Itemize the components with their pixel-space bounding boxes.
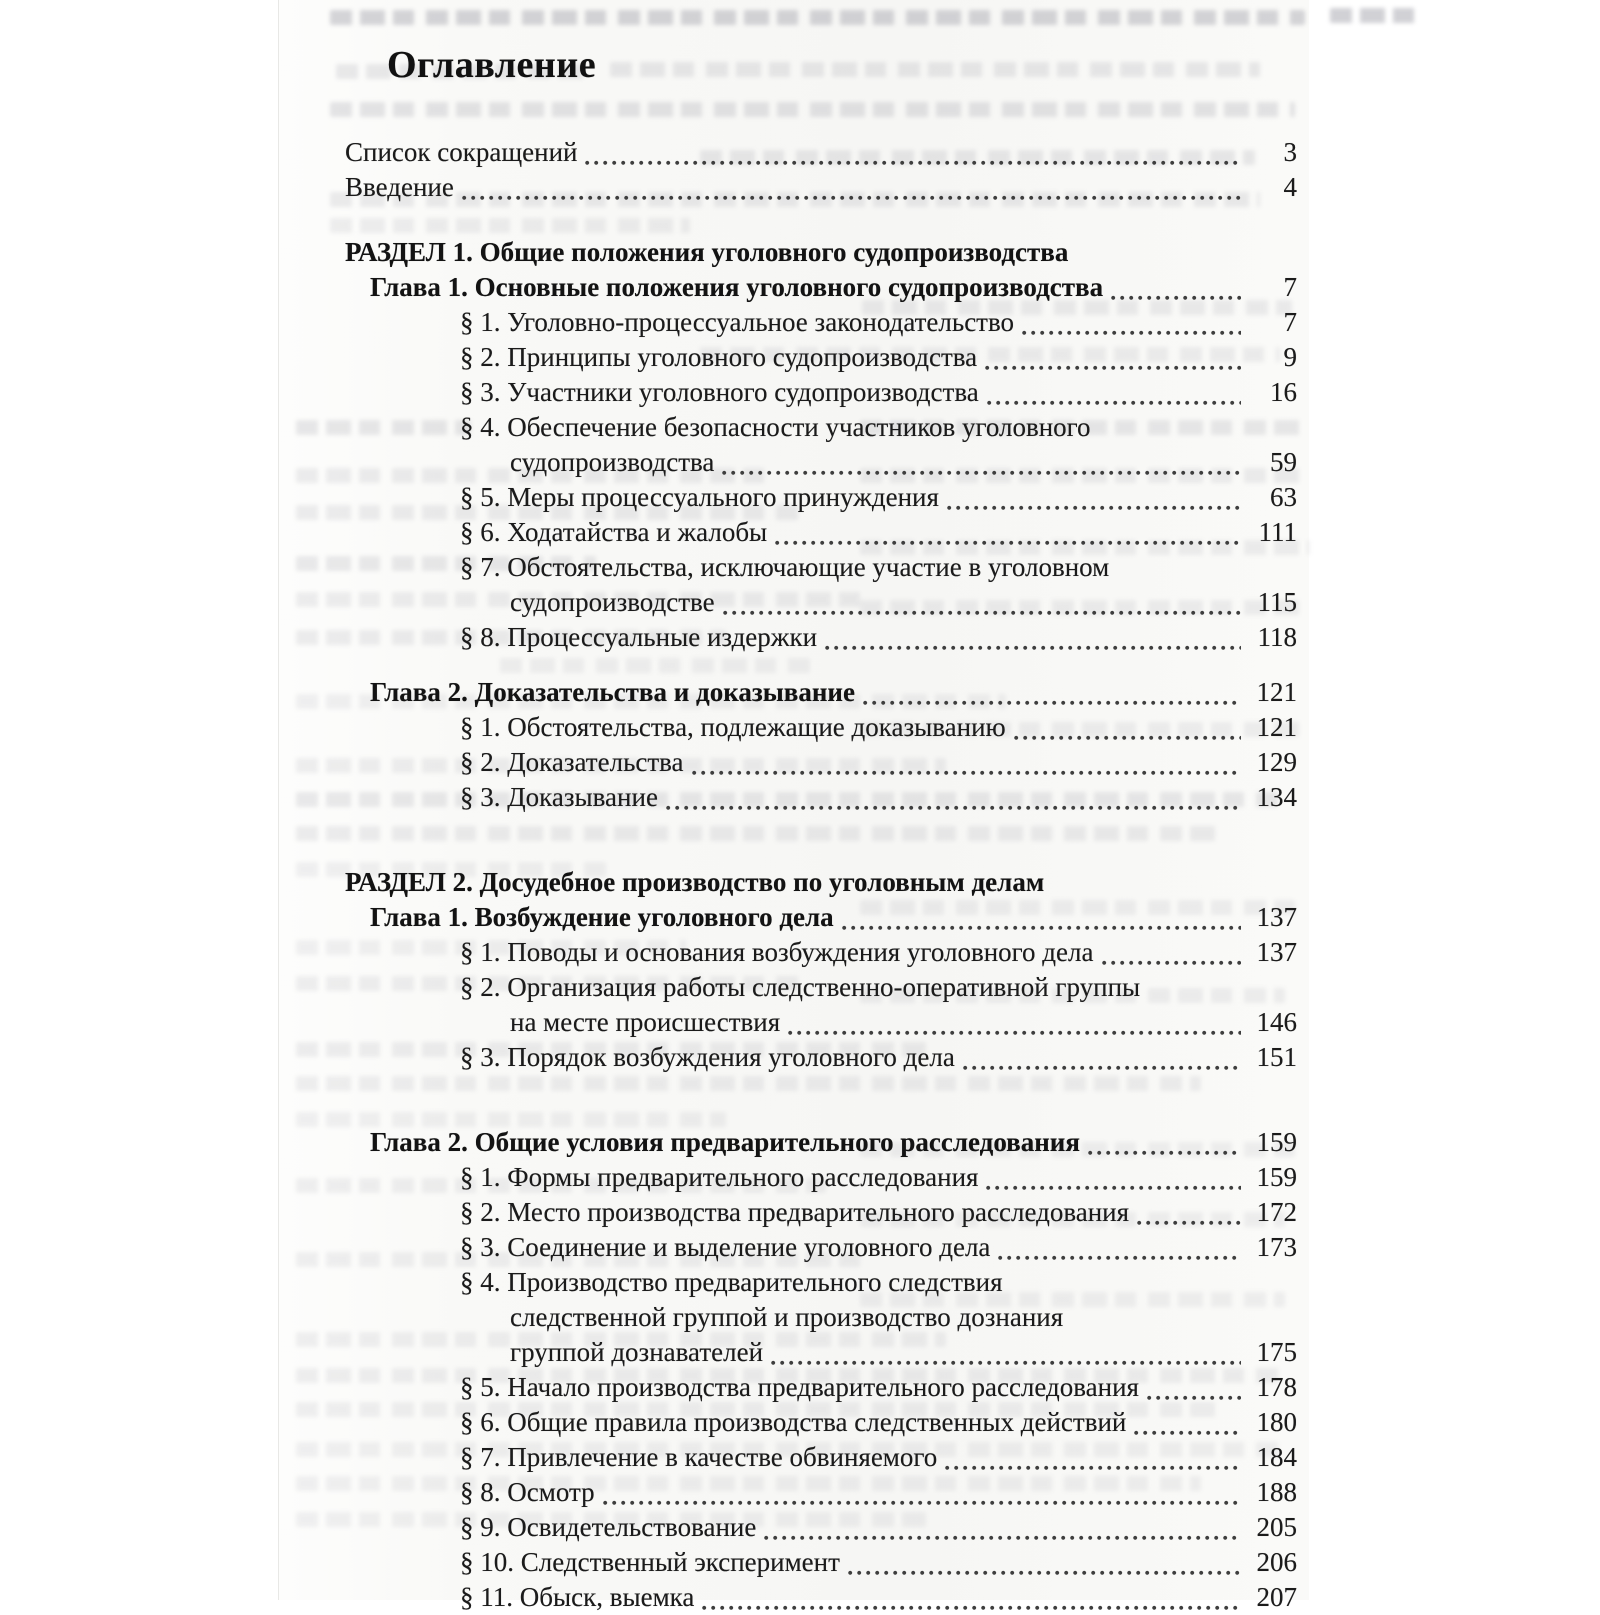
toc-entry-label: Глава 2. Общие условия предварительного расследования [370,1127,1080,1157]
toc-entry-label: § 3. Соединение и выделение уголовного дела [460,1232,991,1262]
dot-leader [603,1500,1241,1506]
toc-entry [345,970,1297,1040]
dot-leader [1134,1430,1241,1436]
toc-section-heading [345,865,1297,900]
toc-entry-label: § 6. Общие правила производства следственных действий [460,1407,1127,1437]
toc-section-heading [345,235,1297,270]
toc-entry-label: § 1. Формы предварительного расследования [460,1162,979,1192]
toc-entry-page: 180 [1256,1407,1297,1437]
dot-leader [692,770,1241,776]
dot-leader [1147,1395,1241,1401]
dot-leader [848,1570,1241,1576]
toc-entry-page: 3 [1283,137,1297,167]
toc-entry-page: 16 [1270,377,1297,407]
toc-entry-page: 146 [1256,1007,1297,1037]
toc-chapter [345,900,1297,935]
toc-entry-page: 129 [1256,747,1297,777]
dot-leader [1137,1220,1241,1226]
toc-entry [345,170,1297,205]
bleedthrough-line [1330,8,1420,23]
toc-entry-label: § 7. Привлечение в качестве обвиняемого [460,1442,938,1472]
toc-entry [345,550,1297,620]
toc-entry-label: судопроизводства [510,447,715,477]
toc-entry-label: § 4. Производство предварительного следствия [460,1267,1003,1297]
page-title: Оглавление [387,44,597,86]
toc-entry [345,1580,1297,1615]
dot-leader [666,805,1241,811]
dot-leader [987,400,1241,406]
bleedthrough-line [330,10,1305,25]
toc-entry [345,780,1297,815]
toc-entry-page: 118 [1257,622,1297,652]
dot-leader [775,540,1241,546]
toc-entry-page: 159 [1256,1162,1297,1192]
toc-entry-label: РАЗДЕЛ 2. Досудебное производство по уголовным делам [345,867,1045,897]
toc-entry [345,1195,1297,1230]
toc-entry-label: § 2. Место производства предварительного расследования [460,1197,1130,1227]
toc-entry [345,620,1297,655]
toc-entry [345,710,1297,745]
toc-entry-page: 9 [1283,342,1297,372]
toc-chapter [345,675,1297,710]
toc-entry-page: 7 [1283,272,1297,302]
dot-leader [1022,330,1241,336]
dot-leader [1111,295,1241,301]
dot-leader [1102,960,1242,966]
toc-entry-label: Глава 1. Основные положения уголовного судопроизводства [370,272,1104,302]
toc-entry [345,1160,1297,1195]
dot-leader [985,365,1241,371]
toc-entry-label: § 1. Уголовно-процессуальное законодательство [460,307,1015,337]
toc-entry [345,1510,1297,1545]
toc-entry-label: § 11. Обыск, выемка [460,1582,695,1612]
toc-entry-label: § 1. Обстоятельства, подлежащие доказыванию [460,712,1006,742]
toc-entry-label: Список сокращений [345,137,578,167]
toc-entry [345,1475,1297,1510]
toc-entry [345,1370,1297,1405]
dot-leader [771,1360,1241,1366]
dot-leader [764,1535,1241,1541]
toc-entry [345,1405,1297,1440]
toc-entry-page: 121 [1256,677,1297,707]
toc-entry-page: 137 [1256,902,1297,932]
toc-chapter [345,270,1297,305]
toc-entry-label: § 8. Осмотр [460,1477,595,1507]
toc-entry-label: § 3. Доказывание [460,782,658,812]
toc-entry-page: 172 [1256,1197,1297,1227]
toc-entry [345,410,1297,480]
toc-entry-label: § 7. Обстоятельства, исключающие участие в уголовном [460,552,1110,582]
toc-entry-page: 137 [1256,937,1297,967]
toc-entry [345,745,1297,780]
toc-entry-page: 7 [1283,307,1297,337]
toc-entry-label: § 2. Доказательства [460,747,684,777]
toc-entry-label: § 2. Принципы уголовного судопроизводства [460,342,978,372]
dot-leader [702,1605,1241,1611]
toc-entry-label: следственной группой и производство дознания [510,1302,1064,1332]
toc-entry-page: 178 [1256,1372,1297,1402]
toc-entry [345,340,1297,375]
toc-entry [345,935,1297,970]
toc-entry-page: 121 [1256,712,1297,742]
toc-entry-label: § 8. Процессуальные издержки [460,622,818,652]
toc-entry-page: 59 [1270,447,1297,477]
toc-entry-label: группой дознавателей [510,1337,764,1367]
toc-entry [345,1040,1297,1075]
toc-entry [345,1545,1297,1580]
toc-entry [345,375,1297,410]
table-of-contents [345,40,1297,1615]
toc-entry-page: 205 [1256,1512,1297,1542]
toc-entry-label: РАЗДЕЛ 1. Общие положения уголовного судопроизводства [345,237,1069,267]
toc-entry-label: § 9. Освидетельствование [460,1512,757,1542]
toc-entry-label: судопроизводстве [510,587,715,617]
toc-entry [345,515,1297,550]
dot-leader [462,195,1241,201]
toc-entry-page: 206 [1256,1547,1297,1577]
toc-entry-page: 159 [1256,1127,1297,1157]
dot-leader [963,1065,1241,1071]
toc-entry [345,1230,1297,1265]
toc-entry-label: § 3. Участники уголовного судопроизводства [460,377,979,407]
dot-leader [945,1465,1241,1471]
dot-leader [1088,1150,1241,1156]
toc-entry-page: 173 [1256,1232,1297,1262]
toc-entry-label: § 6. Ходатайства и жалобы [460,517,768,547]
dot-leader [863,700,1241,706]
dot-leader [1014,735,1241,741]
dot-leader [998,1255,1241,1261]
toc-entry-page: 134 [1256,782,1297,812]
toc-entry-label: § 3. Порядок возбуждения уголовного дела [460,1042,955,1072]
toc-entry-page: 115 [1257,587,1297,617]
dot-leader [722,470,1241,476]
dot-leader [585,160,1241,166]
dot-leader [947,505,1241,511]
toc-entry-label: § 10. Следственный эксперимент [460,1547,840,1577]
toc-entry-page: 184 [1256,1442,1297,1472]
toc-entry-page: 175 [1256,1337,1297,1367]
toc-entry-page: 188 [1256,1477,1297,1507]
toc-entry-page: 4 [1283,172,1297,202]
dot-leader [842,925,1241,931]
dot-leader [723,610,1241,616]
toc-entry-label: на месте происшествия [510,1007,781,1037]
toc-entry-label: Глава 1. Возбуждение уголовного дела [370,902,834,932]
toc-entry-label: § 5. Меры процессуального принуждения [460,482,939,512]
toc-chapter [345,1125,1297,1160]
dot-leader [986,1185,1241,1191]
toc-entry-page: 207 [1256,1582,1297,1612]
dot-leader [825,645,1241,651]
dot-leader [788,1030,1241,1036]
toc-entry [345,305,1297,340]
toc-entry-label: § 5. Начало производства предварительного расследования [460,1372,1139,1402]
toc-entry-label: Введение [345,172,454,202]
toc-entry [345,135,1297,170]
toc-entry [345,1440,1297,1475]
toc-entry [345,480,1297,515]
toc-entry-page: 111 [1258,517,1297,547]
toc-entry-page: 63 [1270,482,1297,512]
toc-entry-label: § 2. Организация работы следственно-оперативной группы [460,972,1141,1002]
toc-entry-label: § 1. Поводы и основания возбуждения уголовного дела [460,937,1094,967]
toc-entry [345,1265,1297,1370]
toc-entry-label: Глава 2. Доказательства и доказывание [370,677,855,707]
toc-entry-label: § 4. Обеспечение безопасности участников уголовного [460,412,1091,442]
toc-entry-page: 151 [1256,1042,1297,1072]
